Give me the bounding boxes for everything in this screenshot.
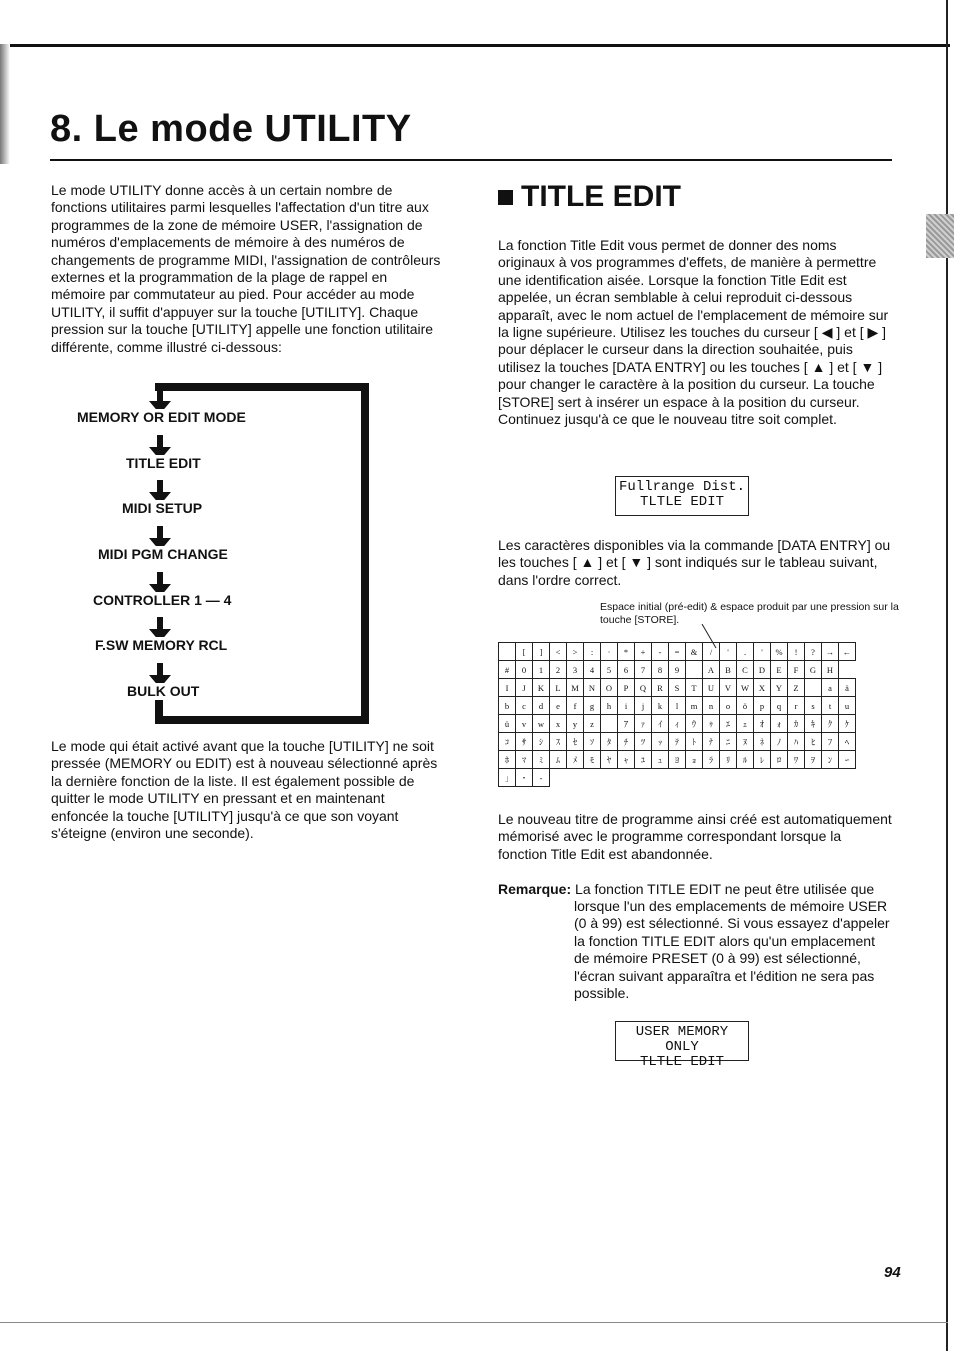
char-cell: ｪ bbox=[737, 715, 754, 733]
lcd-line-2: TLTLE EDIT bbox=[639, 494, 724, 510]
char-cell: n bbox=[703, 697, 720, 715]
char-cell: / bbox=[703, 643, 720, 661]
char-cell: . bbox=[737, 643, 754, 661]
right-edge-rule bbox=[946, 0, 948, 1351]
char-cell: ｻ bbox=[516, 733, 533, 751]
char-cell: B bbox=[720, 661, 737, 679]
char-cell: 9 bbox=[669, 661, 686, 679]
char-cell: g bbox=[584, 697, 601, 715]
char-cell: ä bbox=[839, 679, 856, 697]
char-cell: 3 bbox=[567, 661, 584, 679]
char-cell: ﾅ bbox=[703, 733, 720, 751]
char-cell: b bbox=[499, 697, 516, 715]
char-cell: U bbox=[703, 679, 720, 697]
char-cell: * bbox=[618, 643, 635, 661]
char-cell bbox=[686, 661, 703, 679]
char-cell: e bbox=[550, 697, 567, 715]
char-cell: ﾐ bbox=[533, 751, 550, 769]
char-cell: ｸ bbox=[822, 715, 839, 733]
char-cell: ﾆ bbox=[720, 733, 737, 751]
char-cell: m bbox=[686, 697, 703, 715]
char-cell: ﾕ bbox=[635, 751, 652, 769]
flow-step-2: TITLE EDIT bbox=[126, 455, 201, 471]
char-cell: p bbox=[754, 697, 771, 715]
table-row bbox=[499, 715, 856, 733]
char-cell: - bbox=[533, 769, 550, 787]
char-cell: ? bbox=[805, 643, 822, 661]
flow-step-5: CONTROLLER 1 — 4 bbox=[93, 592, 232, 608]
char-cell: ' bbox=[720, 643, 737, 661]
flow-step-4: MIDI PGM CHANGE bbox=[98, 546, 228, 562]
char-cell: o bbox=[720, 697, 737, 715]
char-cell: ' bbox=[754, 643, 771, 661]
char-cell: - bbox=[652, 643, 669, 661]
char-cell: z bbox=[584, 715, 601, 733]
section-heading-text: TITLE EDIT bbox=[521, 180, 681, 213]
table-row bbox=[499, 679, 856, 697]
char-cell: ｴ bbox=[720, 715, 737, 733]
lcd-display-title-edit bbox=[615, 476, 749, 516]
lcd-line-2: TLTLE EDIT bbox=[639, 1054, 724, 1070]
flow-step-6: F.SW MEMORY RCL bbox=[95, 637, 228, 653]
char-cell: ö bbox=[737, 697, 754, 715]
char-cell: & bbox=[686, 643, 703, 661]
char-cell: ← bbox=[839, 643, 856, 661]
char-cell bbox=[805, 679, 822, 697]
char-cell: # bbox=[499, 661, 516, 679]
char-cell: ﾀ bbox=[601, 733, 618, 751]
remark-first-line bbox=[498, 881, 894, 898]
corner-shade bbox=[0, 44, 10, 164]
char-cell: a bbox=[822, 679, 839, 697]
char-cell: ﾚ bbox=[754, 751, 771, 769]
char-cell: 8 bbox=[652, 661, 669, 679]
char-cell: E bbox=[771, 661, 788, 679]
top-rule bbox=[0, 44, 950, 47]
char-cell: H bbox=[822, 661, 839, 679]
char-cell: ﾏ bbox=[516, 751, 533, 769]
char-cell: M bbox=[567, 679, 584, 697]
char-cell: ｰ bbox=[839, 751, 856, 769]
char-cell: ] bbox=[533, 643, 550, 661]
char-cell: 4 bbox=[584, 661, 601, 679]
char-cell: h bbox=[601, 697, 618, 715]
char-cell: ﾘ bbox=[720, 751, 737, 769]
char-cell: Z bbox=[788, 679, 805, 697]
char-cell: 1 bbox=[533, 661, 550, 679]
char-cell: L bbox=[550, 679, 567, 697]
char-cell: t bbox=[822, 697, 839, 715]
char-cell: ｺ bbox=[499, 733, 516, 751]
char-cell: v bbox=[516, 715, 533, 733]
char-cell: ｼ bbox=[533, 733, 550, 751]
table-row bbox=[499, 769, 856, 787]
char-cell: < bbox=[550, 643, 567, 661]
char-cell: P bbox=[618, 679, 635, 697]
section-heading bbox=[498, 180, 681, 214]
remark-label: Remarque: bbox=[498, 881, 572, 897]
char-cell: 6 bbox=[618, 661, 635, 679]
char-cell: ﾍ bbox=[839, 733, 856, 751]
char-cell: ﾈ bbox=[754, 733, 771, 751]
char-cell: S bbox=[669, 679, 686, 697]
char-cell: > bbox=[567, 643, 584, 661]
char-cell: ﾔ bbox=[601, 751, 618, 769]
characters-paragraph: Les caractères disponibles via la commande [DATA ENTRY] ou les touches [ ▲ ] et [ ▼ ] sont indiqués sur le tableau suivant, dans l'ordre correct. bbox=[498, 537, 891, 588]
char-cell: l bbox=[669, 697, 686, 715]
char-cell: ｶ bbox=[788, 715, 805, 733]
char-cell: ｩ bbox=[703, 715, 720, 733]
char-cell: ｣ bbox=[499, 769, 516, 787]
char-cell: j bbox=[635, 697, 652, 715]
char-cell: ﾑ bbox=[550, 751, 567, 769]
char-cell: ｳ bbox=[686, 715, 703, 733]
char-cell: ｹ bbox=[839, 715, 856, 733]
char-cell: F bbox=[788, 661, 805, 679]
char-cell: G bbox=[805, 661, 822, 679]
character-table bbox=[498, 642, 856, 787]
table-row bbox=[499, 643, 856, 661]
char-cell: ｽ bbox=[550, 733, 567, 751]
char-cell: ｮ bbox=[686, 751, 703, 769]
char-cell: ﾌ bbox=[822, 733, 839, 751]
flow-step-3: MIDI SETUP bbox=[122, 500, 203, 516]
char-cell: Q bbox=[635, 679, 652, 697]
char-cell: ﾋ bbox=[805, 733, 822, 751]
char-cell: c bbox=[516, 697, 533, 715]
char-cell: ｧ bbox=[635, 715, 652, 733]
char-cell: ｫ bbox=[771, 715, 788, 733]
char-cell: + bbox=[635, 643, 652, 661]
char-cell: 5 bbox=[601, 661, 618, 679]
char-cell: ﾂ bbox=[635, 733, 652, 751]
auto-save-paragraph: Le nouveau titre de programme ainsi créé est automatiquement mémorisé avec le programme correspondant lorsque la fonction Title Edit est abandonnée. bbox=[498, 811, 892, 862]
char-cell: ﾓ bbox=[584, 751, 601, 769]
char-cell: ﾒ bbox=[567, 751, 584, 769]
char-cell: [ bbox=[516, 643, 533, 661]
char-cell: y bbox=[567, 715, 584, 733]
char-cell: ｲ bbox=[652, 715, 669, 733]
char-cell: C bbox=[737, 661, 754, 679]
char-cell: ﾇ bbox=[737, 733, 754, 751]
char-cell: ｱ bbox=[618, 715, 635, 733]
table-note: Espace initial (pré-edit) & espace produit par une pression sur la touche [STORE]. bbox=[600, 601, 899, 626]
char-cell: ･ bbox=[516, 769, 533, 787]
char-cell: % bbox=[771, 643, 788, 661]
char-cell: 0 bbox=[516, 661, 533, 679]
char-cell: ｭ bbox=[652, 751, 669, 769]
char-cell: N bbox=[584, 679, 601, 697]
char-cell: V bbox=[720, 679, 737, 697]
char-cell: Y bbox=[771, 679, 788, 697]
char-cell: I bbox=[499, 679, 516, 697]
lcd-line-1: Fullrange Dist. bbox=[618, 479, 746, 495]
table-row bbox=[499, 751, 856, 769]
char-cell: 2 bbox=[550, 661, 567, 679]
title-edit-paragraph: La fonction Title Edit vous permet de donner des noms originaux à vos programmes d'effets, de manière à permettre une identification aisée. Lorsque la fonction Title Edit est appelée, un écran semblable à celui reproduit ci-dessous apparaît, avec le nom actuel de l'emplacement de mémoire sur la ligne supérieure. Utilisez les touches du curseur [ ◀ ] et [ ▶ ] pour déplacer le curseur dans la direction souhaitée, puis utilisez la touches [DATA ENTRY] ou les touches [ ▲ ] et [ ▼ ] pour changer le caractère à la position du curseur. La touche [STORE] sert à insérer un espace à la position du curseur. Continuez jusqu'à ce que le nouveau titre soit complet. bbox=[498, 237, 889, 428]
char-cell: ｨ bbox=[669, 715, 686, 733]
char-cell: k bbox=[652, 697, 669, 715]
char-cell: f bbox=[567, 697, 584, 715]
char-cell: O bbox=[601, 679, 618, 697]
char-cell: ! bbox=[788, 643, 805, 661]
char-cell: · bbox=[601, 643, 618, 661]
char-cell: ｬ bbox=[618, 751, 635, 769]
char-cell: X bbox=[754, 679, 771, 697]
char-cell: R bbox=[652, 679, 669, 697]
char-cell: ﾁ bbox=[618, 733, 635, 751]
char-cell: ﾗ bbox=[703, 751, 720, 769]
char-cell: ﾖ bbox=[669, 751, 686, 769]
char-cell: ｦ bbox=[805, 751, 822, 769]
char-cell: ﾊ bbox=[788, 733, 805, 751]
char-cell: u bbox=[839, 697, 856, 715]
section-tab-marker bbox=[926, 214, 954, 258]
char-cell: ｵ bbox=[754, 715, 771, 733]
char-cell: ﾎ bbox=[499, 751, 516, 769]
char-cell: ﾛ bbox=[771, 751, 788, 769]
table-row bbox=[499, 661, 856, 679]
char-cell: ｾ bbox=[567, 733, 584, 751]
char-cell: K bbox=[533, 679, 550, 697]
char-cell: x bbox=[550, 715, 567, 733]
char-cell: ﾉ bbox=[771, 733, 788, 751]
char-cell bbox=[499, 643, 516, 661]
lcd-display-user-memory-only bbox=[615, 1021, 749, 1070]
char-cell: : bbox=[584, 643, 601, 661]
flow-step-1: MEMORY OR EDIT MODE bbox=[77, 409, 246, 425]
bottom-rule bbox=[0, 1322, 948, 1323]
char-cell: ü bbox=[499, 715, 516, 733]
char-cell: ﾃ bbox=[669, 733, 686, 751]
lcd-line-1: USER MEMORY ONLY bbox=[635, 1024, 729, 1055]
char-cell: ﾝ bbox=[822, 751, 839, 769]
after-paragraph: Le mode qui était activé avant que la touche [UTILITY] ne soit pressée (MEMORY ou EDIT) est à nouveau sélectionné après la dernière fonction de la liste. Il est également possible de quitter le mode UTILITY en pressant et en maintenant enfoncée la touche [UTILITY] jusqu'à ce que son voyant s'éteigne (environ une seconde). bbox=[51, 738, 438, 842]
char-cell: d bbox=[533, 697, 550, 715]
char-cell bbox=[601, 715, 618, 733]
char-cell: ﾜ bbox=[788, 751, 805, 769]
table-row bbox=[499, 733, 856, 751]
char-cell: ｷ bbox=[805, 715, 822, 733]
table-row bbox=[499, 697, 856, 715]
remark-body: lorsque l'un des emplacements de mémoire USER (0 à 99) est sélectionné. Si vous essayez d'appeler la fonction TITLE EDIT alors qu'un emplacement de mémoire PRESET (0 à 99) est sélectionné, l'écran suivant apparaîtra et l'édition ne sera pas possible. bbox=[574, 898, 890, 1002]
intro-paragraph: Le mode UTILITY donne accès à un certain nombre de fonctions utilitaires parmi lesquelles l'affectation d'un titre aux programmes de la zone de mémoire USER, l'assignation de numéros d'emplacements de mémoire à des numéros de changements de programme MIDI, l'assignation de contrôleurs externes et la programmation de la plage de rappel en mémoire par commutateur au pied. Pour accéder au mode UTILITY, il suffit d'appuyer sur la touche [UTILITY]. Chaque pression sur la touche [UTILITY] appelle une fonction utilitaire différente, comme illustré ci-dessous: bbox=[51, 182, 441, 355]
char-cell: T bbox=[686, 679, 703, 697]
char-cell: 7 bbox=[635, 661, 652, 679]
square-bullet-icon bbox=[498, 190, 513, 205]
title-rule bbox=[50, 159, 892, 161]
char-cell: i bbox=[618, 697, 635, 715]
char-cell: D bbox=[754, 661, 771, 679]
char-cell: ﾙ bbox=[737, 751, 754, 769]
flow-loop-end bbox=[155, 700, 163, 724]
flow-step-7: BULK OUT bbox=[127, 683, 200, 699]
char-cell: ﾄ bbox=[686, 733, 703, 751]
char-cell: r bbox=[788, 697, 805, 715]
char-cell: → bbox=[822, 643, 839, 661]
char-cell: w bbox=[533, 715, 550, 733]
page-title: 8. Le mode UTILITY bbox=[50, 108, 412, 150]
remark-first-text: La fonction TITLE EDIT ne peut être utilisée que bbox=[575, 881, 875, 897]
char-cell: A bbox=[703, 661, 720, 679]
char-cell: J bbox=[516, 679, 533, 697]
char-cell: ｯ bbox=[652, 733, 669, 751]
char-cell: ｿ bbox=[584, 733, 601, 751]
char-cell: W bbox=[737, 679, 754, 697]
char-cell: q bbox=[771, 697, 788, 715]
char-cell: s bbox=[805, 697, 822, 715]
page-number: 94 bbox=[884, 1264, 901, 1281]
char-cell: = bbox=[669, 643, 686, 661]
